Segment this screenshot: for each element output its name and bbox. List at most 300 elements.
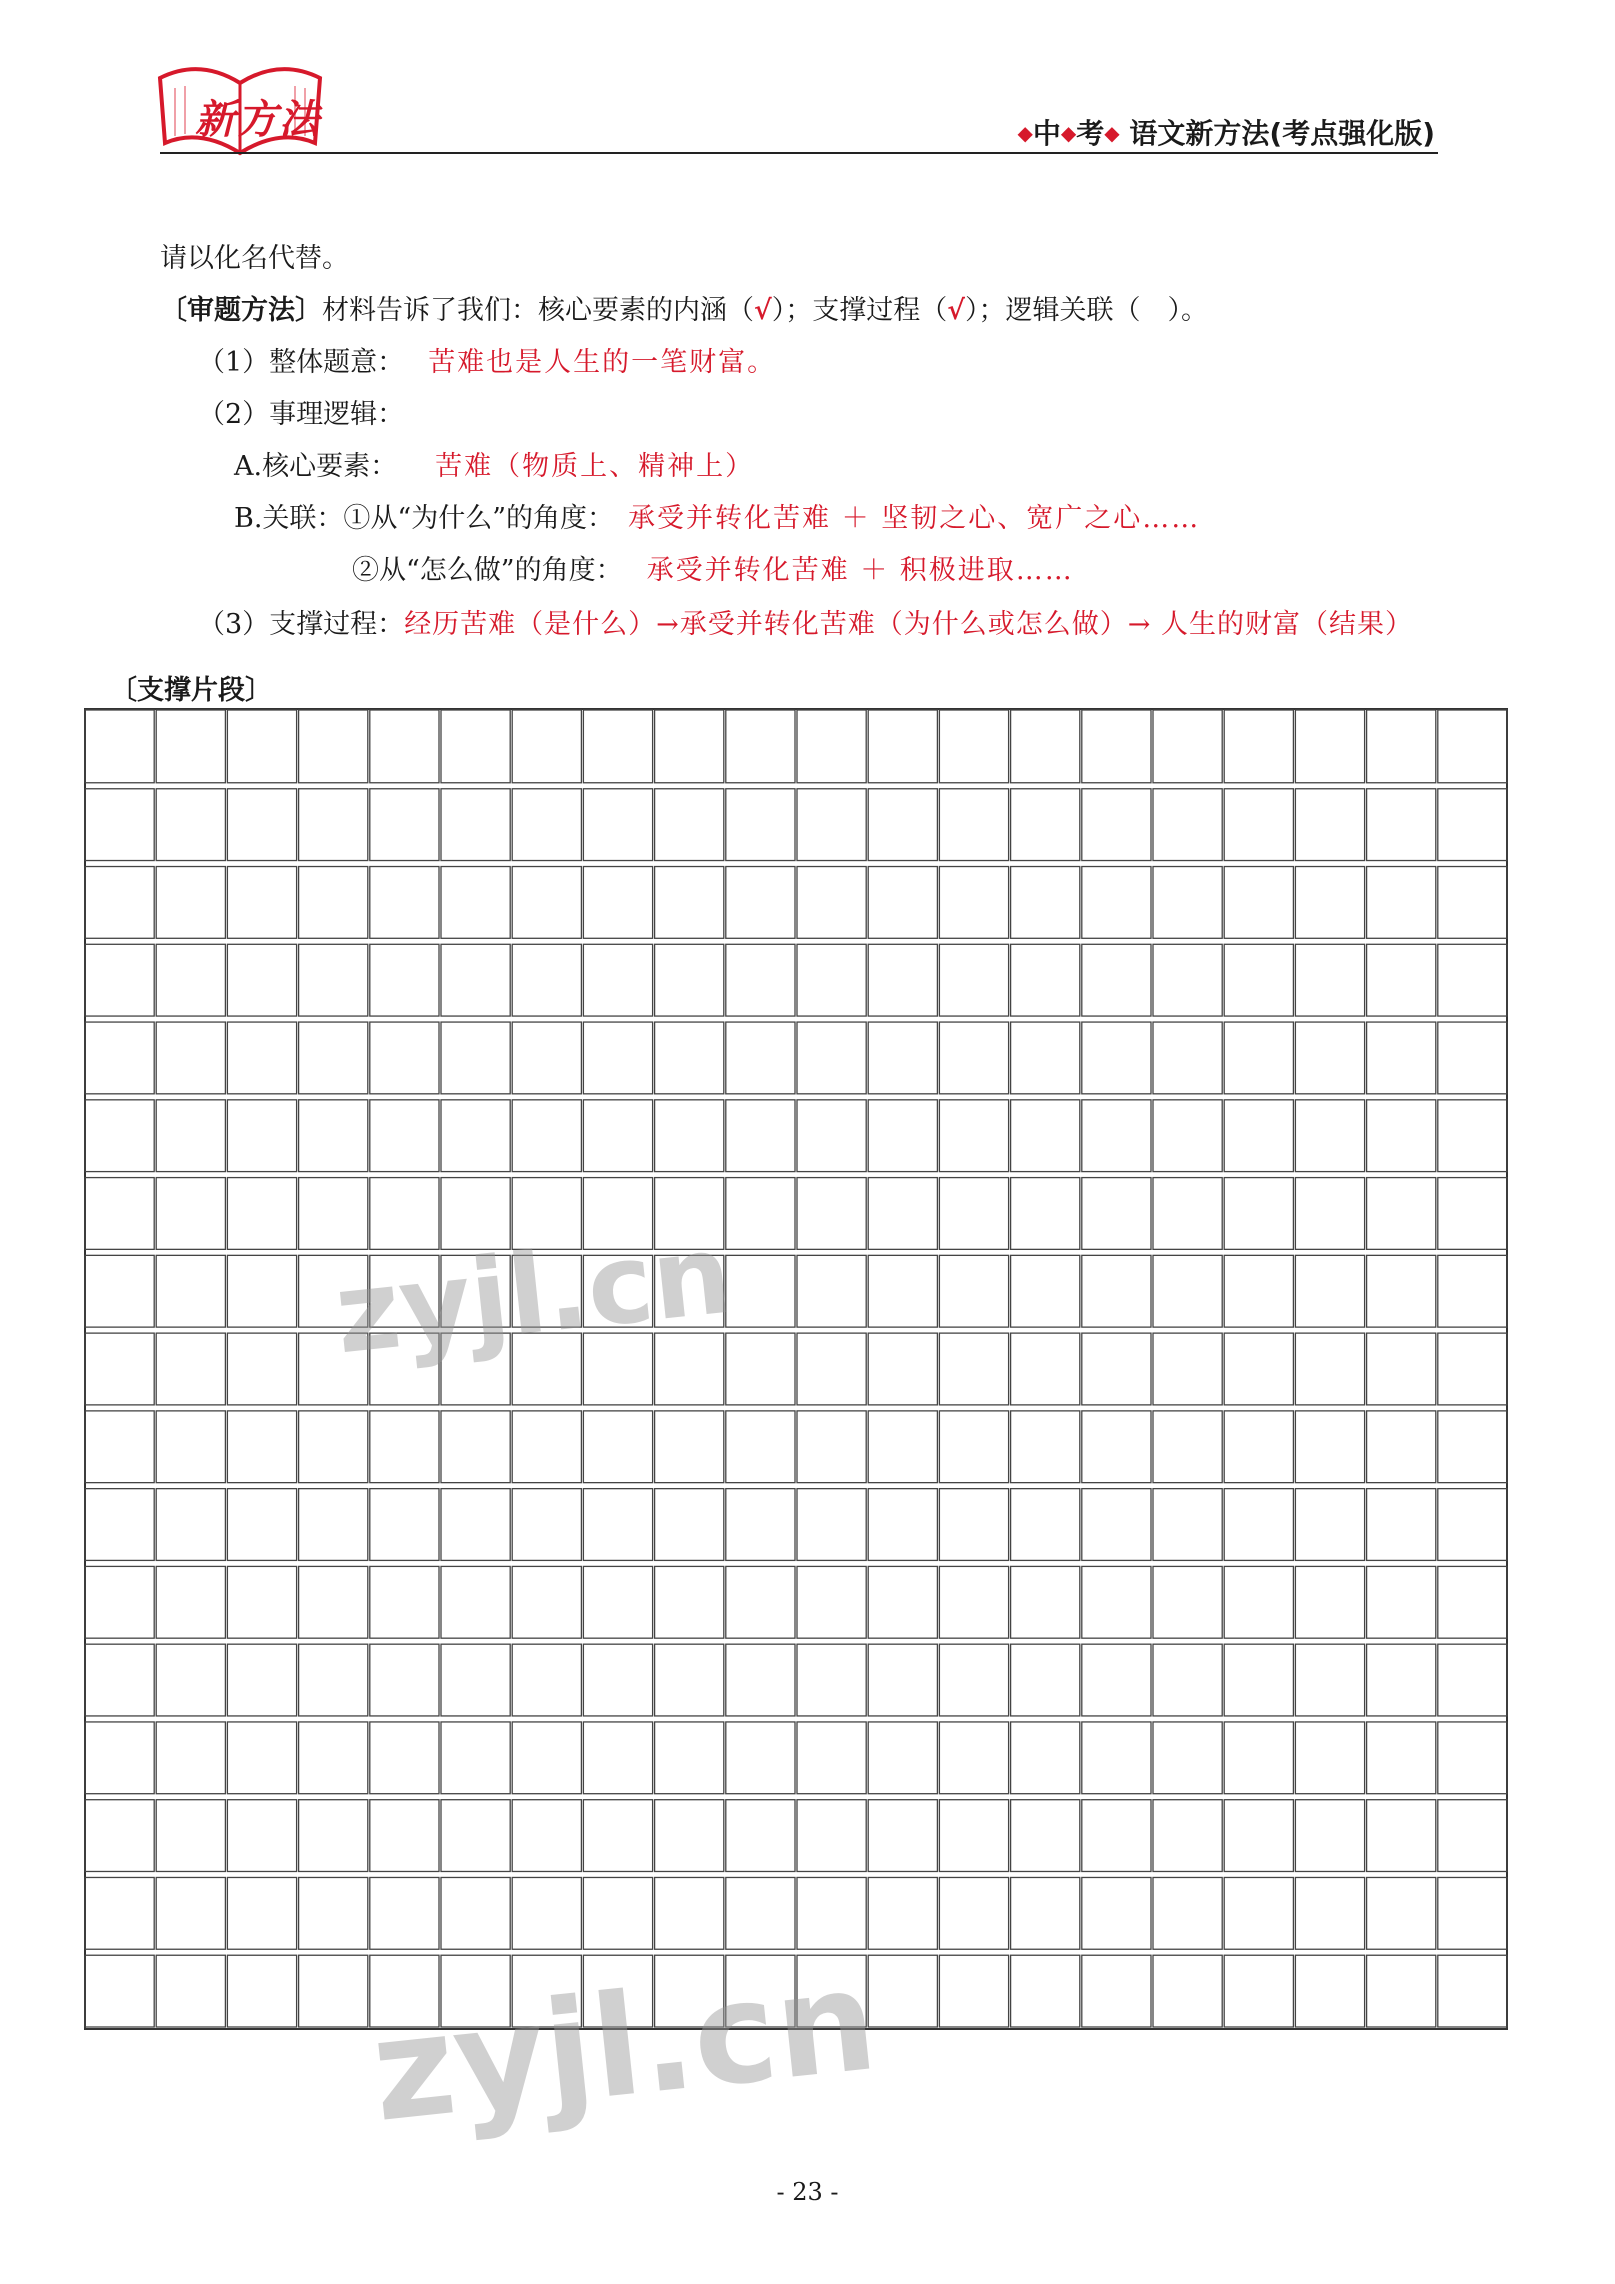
grid-cell [583,1022,652,1094]
b1-answer: 承受并转化苦难 ＋ 坚韧之心、宽广之心…… [628,503,1201,534]
grid-cell [1438,789,1507,861]
grid-cell [1082,1644,1151,1716]
diamond-icon: ◆ [1104,121,1120,145]
grid-cell [1011,1022,1080,1094]
grid-cell [1224,944,1293,1016]
grid-cell [1153,789,1222,861]
grid-cell [939,944,1008,1016]
grid-cell [85,1566,154,1638]
grid-cell [1438,1566,1507,1638]
grid-cell [1082,1411,1151,1483]
grid-cell [299,1644,368,1716]
a-label: A.核心要素： [234,451,398,482]
grid-cell [156,1722,225,1794]
grid-cell [797,1722,866,1794]
grid-cell [156,1411,225,1483]
grid-cell [156,1255,225,1327]
grid-cell [1153,1566,1222,1638]
grid-cell [583,1489,652,1561]
grid-cell [1367,1722,1436,1794]
grid-cell [1295,789,1364,861]
grid-cell [1295,1955,1364,2027]
grid-cell [1367,1566,1436,1638]
grid-cell [370,867,439,939]
grid-cell [939,1722,1008,1794]
grid-cell [441,789,510,861]
grid-cell [156,867,225,939]
grid-cell [1438,1800,1507,1872]
grid-cell [939,1955,1008,2027]
grid-cell [655,1800,724,1872]
grid-cell [512,1566,581,1638]
grid-cell [797,1800,866,1872]
grid-cell [227,1100,296,1172]
grid-cell [1438,1022,1507,1094]
grid-cell [299,1722,368,1794]
grid-cell [1438,1644,1507,1716]
grid-cell [583,1877,652,1949]
grid-cell [1295,1800,1364,1872]
grid-cell [1153,1489,1222,1561]
grid-cell [939,1100,1008,1172]
writing-grid-lines [84,708,1508,2030]
grid-cell [726,1877,795,1949]
section-title: 〔支撑片段〕 [110,675,272,706]
grid-cell [868,1566,937,1638]
grid-cell [1082,1489,1151,1561]
grid-cell [1082,1722,1151,1794]
grid-cell [299,1411,368,1483]
grid-cell [1224,1022,1293,1094]
grid-cell [726,1333,795,1405]
grid-cell [655,1022,724,1094]
grid-cell [299,1877,368,1949]
grid-cell [1153,1100,1222,1172]
grid-cell [797,1178,866,1250]
grid-cell [441,1644,510,1716]
grid-cell [797,867,866,939]
grid-cell [299,789,368,861]
grid-cell [1295,1566,1364,1638]
grid-cell [939,1877,1008,1949]
grid-cell [583,1722,652,1794]
grid-cell [726,789,795,861]
grid-cell [797,944,866,1016]
logo-text: 新方法 [195,96,321,143]
grid-cell [227,1411,296,1483]
grid-cell [227,867,296,939]
grid-cell [939,710,1008,783]
series-label-a: 中 [1032,117,1061,150]
grid-cell [156,1877,225,1949]
grid-cell [1224,789,1293,861]
item1-label: （1）整体题意： [198,347,405,378]
grid-cell [1082,867,1151,939]
grid-cell [441,710,510,783]
grid-cell [1224,1411,1293,1483]
grid-cell [868,1178,937,1250]
grid-cell [299,1566,368,1638]
grid-cell [726,1022,795,1094]
grid-cell [1438,1877,1507,1949]
grid-cell [583,1566,652,1638]
item1-answer: 苦难也是人生的一笔财富。 [428,347,777,378]
grid-cell [512,1722,581,1794]
grid-cell [227,944,296,1016]
page-number: - 23 - [776,2178,839,2206]
grid-cell [370,944,439,1016]
grid-cell [939,789,1008,861]
grid-cell [1011,1955,1080,2027]
grid-cell [868,1255,937,1327]
grid-cell [441,1800,510,1872]
grid-cell [1295,867,1364,939]
grid-cell [1153,1178,1222,1250]
grid-cell [1082,944,1151,1016]
grid-cell [1153,867,1222,939]
grid-cell [1295,1022,1364,1094]
grid-cell [1082,1022,1151,1094]
grid-cell [797,1022,866,1094]
grid-cell [1367,1411,1436,1483]
grid-cell [85,1644,154,1716]
grid-cell [1438,944,1507,1016]
grid-cell [868,1800,937,1872]
grid-cell [1367,1333,1436,1405]
grid-cell [1153,1722,1222,1794]
grid-cell [1224,1800,1293,1872]
grid-cell [868,867,937,939]
grid-cell [868,1333,937,1405]
grid-cell [1224,1178,1293,1250]
grid-cell [868,1955,937,2027]
grid-cell [85,1800,154,1872]
grid-cell [1082,710,1151,783]
grid-cell [512,1489,581,1561]
grid-cell [1082,1178,1151,1250]
grid-cell [441,944,510,1016]
grid-cell [1011,1178,1080,1250]
grid-cell [726,1178,795,1250]
grid-cell [1295,1644,1364,1716]
grid-cell [1224,1722,1293,1794]
grid-cell [1224,1333,1293,1405]
item3-answer: 经历苦难（是什么）→承受并转化苦难（为什么或怎么做）→ 人生的财富（结果） [404,609,1414,640]
grid-cell [1438,1955,1507,2027]
grid-cell [1082,1100,1151,1172]
grid-cell [583,1411,652,1483]
watermark-text: zyjl.cn [364,1939,884,2154]
grid-cell [1224,867,1293,939]
grid-cell [939,1644,1008,1716]
grid-cell [370,1722,439,1794]
grid-cell [441,1100,510,1172]
grid-cell [726,710,795,783]
grid-cell [583,1644,652,1716]
grid-cell [1438,710,1507,783]
grid-cell [1011,1411,1080,1483]
grid-cell [1438,1722,1507,1794]
grid-cell [1082,789,1151,861]
grid-cell [583,1100,652,1172]
grid-cell [797,1255,866,1327]
grid-cell [299,710,368,783]
intro-text: 请以化名代替。 [160,243,349,274]
grid-cell [85,1955,154,2027]
grid-cell [939,1489,1008,1561]
grid-cell [797,1877,866,1949]
grid-cell [370,1644,439,1716]
a-answer: 苦难（物质上、精神上） [435,451,755,482]
grid-cell [370,1178,439,1250]
grid-cell [85,867,154,939]
item3-label: （3）支撑过程： [198,609,405,640]
grid-cell [156,1022,225,1094]
grid-cell [1011,867,1080,939]
grid-cell [797,1411,866,1483]
grid-cell [227,1255,296,1327]
header-series-title [1017,112,1435,152]
grid-cell [370,1566,439,1638]
grid-cell [156,1800,225,1872]
grid-cell [1295,1489,1364,1561]
grid-cell [512,1411,581,1483]
grid-cell [1153,1411,1222,1483]
grid-cell [655,789,724,861]
grid-cell [227,1489,296,1561]
grid-cell [1438,1178,1507,1250]
grid-cell [1082,1955,1151,2027]
grid-cell [85,1022,154,1094]
grid-cell [370,1411,439,1483]
grid-cell [441,1489,510,1561]
grid-cell [868,1411,937,1483]
grid-cell [583,710,652,783]
grid-cell [1224,1489,1293,1561]
grid-cell [1367,1644,1436,1716]
grid-cell [726,867,795,939]
grid-cell [939,1566,1008,1638]
grid-cell [655,1411,724,1483]
grid-cell [512,789,581,861]
diamond-icon: ◆ [1017,121,1033,145]
grid-cell [441,1566,510,1638]
grid-cell [797,710,866,783]
grid-cell [726,944,795,1016]
grid-cell [227,789,296,861]
header-divider [160,152,1438,154]
grid-cell [1153,1255,1222,1327]
grid-cell [1153,944,1222,1016]
grid-cell [1153,1333,1222,1405]
grid-cell [1295,1877,1364,1949]
grid-cell [726,1100,795,1172]
grid-cell [85,710,154,783]
grid-cell [939,1800,1008,1872]
grid-cell [1011,1255,1080,1327]
grid-cell [1082,1566,1151,1638]
grid-cell [1367,1100,1436,1172]
grid-cell [1224,1566,1293,1638]
b-label: B.关联：①从“为什么”的角度： [234,503,615,534]
grid-cell [655,1877,724,1949]
grid-cell [441,1722,510,1794]
item-2b1 [234,496,1200,535]
method-label: 〔审题方法〕 [160,295,322,326]
grid-cell [512,1644,581,1716]
grid-cell [1011,1566,1080,1638]
grid-cell [868,1022,937,1094]
grid-cell [227,1800,296,1872]
grid-cell [85,1333,154,1405]
grid-cell [655,944,724,1016]
grid-cell [1438,1489,1507,1561]
grid-cell [227,1955,296,2027]
grid-cell [655,1722,724,1794]
grid-cell [1295,710,1364,783]
grid-cell [1367,789,1436,861]
grid-cell [156,710,225,783]
grid-cell [512,710,581,783]
series-label-b: 考 [1076,117,1105,150]
grid-cell [370,1100,439,1172]
grid-cell [939,1411,1008,1483]
grid-cell [1438,1333,1507,1405]
grid-cell [227,1722,296,1794]
grid-cell [85,1178,154,1250]
grid-cell [868,1644,937,1716]
grid-cell [868,1100,937,1172]
check-mark-2: √ [947,295,965,326]
grid-cell [797,1644,866,1716]
grid-cell [85,1877,154,1949]
grid-cell [85,1100,154,1172]
grid-cell [227,1333,296,1405]
grid-cell [726,1566,795,1638]
grid-cell [512,944,581,1016]
grid-cell [1367,1022,1436,1094]
grid-cell [1295,944,1364,1016]
grid-cell [1011,1877,1080,1949]
grid-cell [1082,1333,1151,1405]
grid-cell [583,789,652,861]
b2-answer: 承受并转化苦难 ＋ 积极进取…… [646,555,1074,586]
grid-cell [939,1022,1008,1094]
grid-cell [939,867,1008,939]
grid-cell [512,1100,581,1172]
grid-cell [227,1022,296,1094]
grid-cell [1367,1255,1436,1327]
grid-cell [1367,1800,1436,1872]
grid-cell [1153,1022,1222,1094]
grid-cell [868,944,937,1016]
grid-cell [1295,1178,1364,1250]
grid-cell [156,944,225,1016]
method-text-3: ）；逻辑关联（ ）。 [965,295,1208,326]
grid-cell [299,1800,368,1872]
grid-cell [512,1800,581,1872]
watermark-text: zyjl.cn [329,1209,738,1379]
grid-cell [1367,710,1436,783]
grid-cell [726,1411,795,1483]
grid-cell [797,1333,866,1405]
grid-cell [726,1800,795,1872]
grid-cell [1367,867,1436,939]
grid-cell [868,1877,937,1949]
grid-cell [1224,1877,1293,1949]
grid-cell [1011,1722,1080,1794]
item-2b2 [352,548,1074,587]
grid-cell [726,1722,795,1794]
grid-cell [583,1800,652,1872]
grid-cell [726,1644,795,1716]
item-2a [234,444,754,483]
grid-cell [370,1489,439,1561]
book-title: 语文新方法(考点强化版) [1129,117,1435,150]
b2-label: ②从“怎么做”的角度： [352,555,623,586]
grid-cell [1011,1489,1080,1561]
grid-cell [299,1100,368,1172]
grid-cell [1082,1800,1151,1872]
grid-cell [939,1333,1008,1405]
item-3 [198,602,1413,641]
grid-cell [655,867,724,939]
grid-cell [85,1255,154,1327]
grid-cell [441,867,510,939]
grid-cell [797,1566,866,1638]
grid-cell [1153,1800,1222,1872]
grid-cell [1438,1255,1507,1327]
grid-cell [1011,944,1080,1016]
grid-cell [1153,1877,1222,1949]
grid-cell [512,1022,581,1094]
grid-cell [299,867,368,939]
grid-cell [868,710,937,783]
grid-cell [1438,867,1507,939]
grid-cell [726,1255,795,1327]
grid-cell [156,1566,225,1638]
grid-cell [939,1178,1008,1250]
grid-cell [868,789,937,861]
grid-cell [655,1566,724,1638]
grid-cell [370,789,439,861]
grid-cell [1367,1178,1436,1250]
grid-cell [85,789,154,861]
diamond-icon: ◆ [1060,121,1077,145]
grid-cell [85,1411,154,1483]
grid-cell [1224,710,1293,783]
grid-cell [1153,1955,1222,2027]
grid-cell [370,710,439,783]
grid-cell [1295,1411,1364,1483]
item-2-label: （2）事理逻辑： [198,399,405,430]
grid-cell [227,1178,296,1250]
grid-cell [299,1955,368,2027]
grid-cell [1367,1877,1436,1949]
grid-cell [1295,1255,1364,1327]
grid-cell [370,1877,439,1949]
grid-cell [583,867,652,939]
grid-cell [85,1489,154,1561]
grid-cell [156,1100,225,1172]
grid-cell [655,1489,724,1561]
grid-cell [85,944,154,1016]
grid-cell [1082,1877,1151,1949]
grid-cell [156,1178,225,1250]
grid-cell [441,1411,510,1483]
grid-cell [1224,1644,1293,1716]
grid-cell [655,710,724,783]
